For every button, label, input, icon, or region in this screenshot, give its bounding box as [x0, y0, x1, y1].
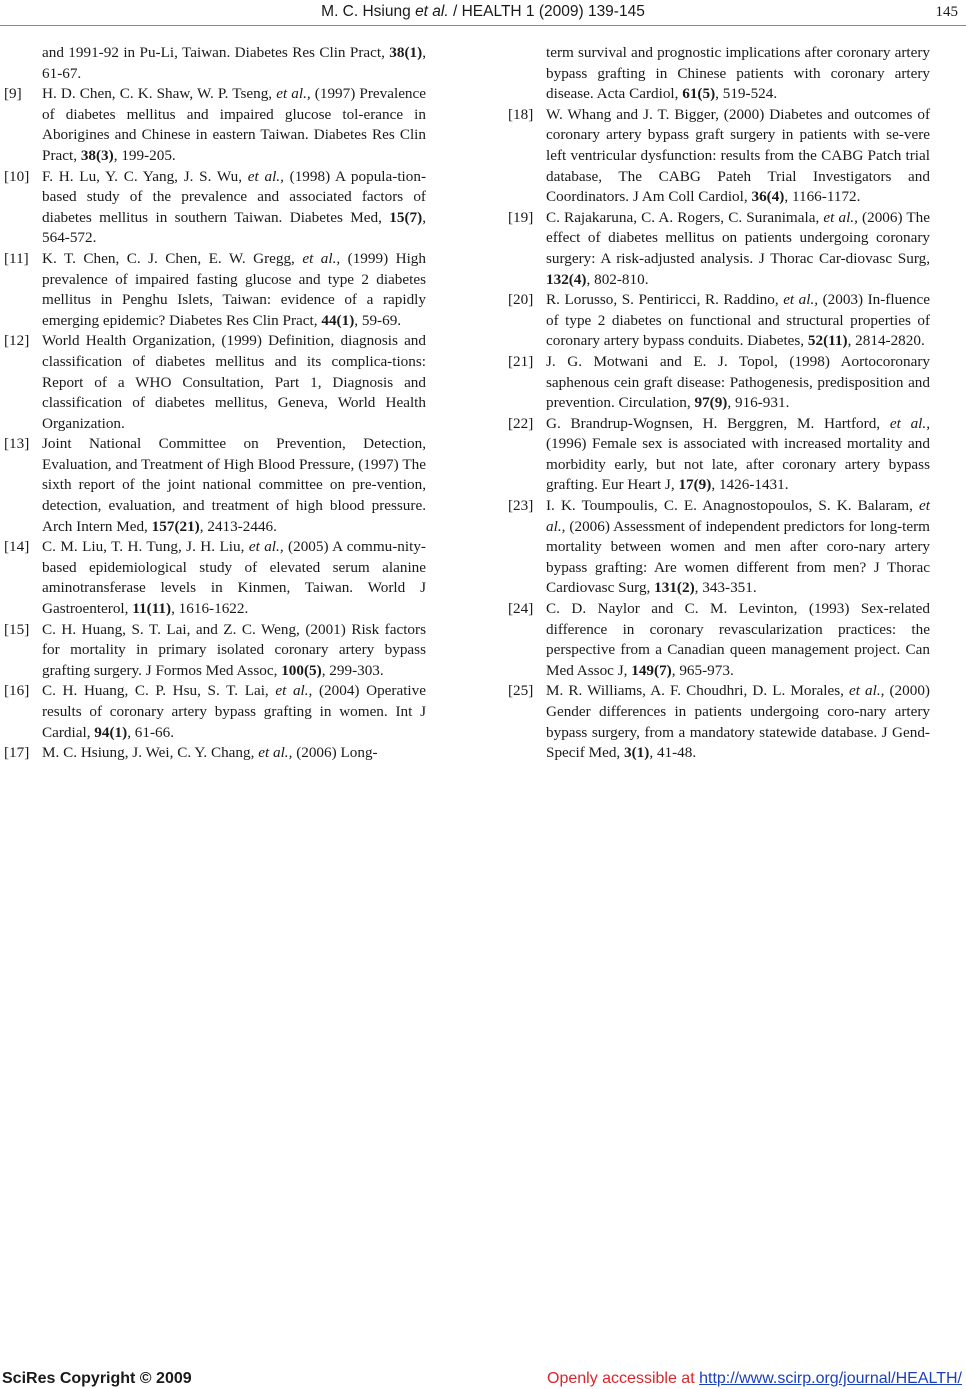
journal-url-link[interactable]: http://www.scirp.org/journal/HEALTH/ — [699, 1370, 962, 1387]
reference-text — [42, 84, 426, 166]
running-title — [0, 2, 966, 22]
reference-text — [546, 681, 930, 763]
reference-entry — [4, 743, 426, 764]
reference-entry — [4, 434, 426, 537]
et-al: et al., — [889, 414, 930, 432]
reference-fragment: , 2413-2446. — [199, 517, 277, 535]
reference-fragment: M. C. Hsiung, J. Wei, C. Y. Chang, — [42, 744, 259, 762]
reference-fragment: World Health Organization, (1999) Definition, diagnosis and classification of diabetes mellitus and its complica-tions: Report of a WHO Consultation, Part 1, Diagnosis and classification of diabetes mellitus, Geneva, World Health Organization. — [42, 332, 426, 432]
reference-text — [42, 434, 426, 537]
reference-fragment: (2004) Operative results of coronary artery bypass grafting in women. Int J Cardial, — [42, 682, 426, 741]
reference-fragment: I. K. Toumpoulis, C. E. Anagnostopoulos, S. K. Balaram, — [546, 497, 920, 515]
reference-fragment: , 199-205. — [113, 146, 176, 164]
header-rule — [0, 25, 966, 26]
reference-fragment: K. T. Chen, C. J. Chen, E. W. Gregg, — [42, 249, 303, 267]
reference-continuation — [508, 43, 930, 105]
volume-issue: 132(4) — [546, 270, 587, 288]
volume-issue: 131(2) — [654, 579, 695, 597]
header-authors: M. C. Hsiung — [321, 3, 411, 20]
reference-text — [42, 167, 426, 249]
reference-fragment: (2006) Long- — [292, 744, 378, 762]
et-al: et al., — [783, 291, 819, 309]
reference-entry — [4, 84, 426, 166]
reference-number: [21] — [508, 352, 534, 370]
reference-entry — [508, 208, 930, 290]
reference-text — [42, 743, 426, 764]
page-footer — [0, 1369, 966, 1389]
volume-issue: 36(4) — [751, 188, 785, 206]
reference-entry — [508, 681, 930, 763]
volume-issue: 157(21) — [151, 517, 200, 535]
reference-entry — [4, 249, 426, 331]
reference-number: [24] — [508, 600, 534, 618]
volume-issue: 100(5) — [281, 661, 322, 679]
reference-text — [546, 43, 930, 105]
reference-entry — [508, 599, 930, 681]
reference-fragment: , 1426-1431. — [711, 476, 789, 494]
et-al: et al., — [848, 682, 885, 700]
reference-fragment: H. D. Chen, C. K. Shaw, W. P. Tseng, — [42, 85, 277, 103]
volume-issue: 11(11) — [132, 600, 172, 618]
footer-open-access — [547, 1369, 962, 1389]
reference-fragment: , 61-66. — [127, 723, 175, 741]
reference-number: [9] — [4, 85, 22, 103]
reference-text — [546, 290, 930, 352]
volume-issue: 38(1) — [389, 44, 423, 61]
reference-fragment: W. Whang and J. T. Bigger, (2000) Diabetes and outcomes of coronary artery bypass graft surgery in patients with se-vere left ventricular dysfunction: results from the CABG Patch trial database, The CABG Pateh Trial Investigators and Coordinators. J Am Coll Cardiol, — [546, 105, 930, 206]
reference-entry — [508, 352, 930, 414]
reference-fragment: , 343-351. — [694, 579, 757, 597]
et-al: et al., — [248, 538, 284, 556]
header-etal: et al. — [415, 3, 449, 20]
reference-text — [546, 414, 930, 496]
reference-fragment: , 965-973. — [671, 661, 734, 679]
volume-issue: 61(5) — [682, 85, 716, 103]
volume-issue: 94(1) — [94, 723, 128, 741]
reference-entry — [4, 331, 426, 434]
reference-number: [11] — [4, 249, 29, 267]
reference-text — [546, 599, 930, 681]
reference-fragment: G. Brandrup-Wognsen, H. Berggren, M. Hartford, — [546, 414, 890, 432]
reference-list-right-column — [508, 43, 930, 764]
reference-text — [546, 352, 930, 414]
volume-issue: 17(9) — [678, 476, 712, 494]
reference-number: [12] — [4, 332, 30, 350]
reference-fragment: Joint National Committee on Prevention, Detection, Evaluation, and Treatment of High Blood Pressure, (1997) The sixth report of the joint national committee on pre-vention, detection, evaluation, and treatment of high blood pressure. Arch Intern Med, — [42, 435, 426, 535]
reference-text — [42, 43, 426, 84]
reference-continuation — [4, 43, 426, 84]
footer-copyright: SciRes Copyright © 2009 — [2, 1370, 192, 1387]
reference-entry — [4, 167, 426, 249]
footer-open-access-text: Openly accessible at — [547, 1370, 695, 1387]
reference-text — [42, 681, 426, 743]
reference-text — [546, 496, 930, 599]
reference-number: [18] — [508, 105, 534, 123]
volume-issue: 38(3) — [80, 146, 114, 164]
reference-fragment: C. H. Huang, S. T. Lai, and Z. C. Weng, (2001) Risk factors for mortality in primary isolated coronary artery bypass grafting surgery. J Formos Med Assoc, — [42, 620, 426, 679]
reference-fragment: , 61-67. — [42, 44, 426, 82]
reference-fragment: M. R. Williams, A. F. Choudhri, D. L. Morales, — [546, 682, 849, 700]
reference-fragment: J. G. Motwani and E. J. Topol, (1998) Aortocoronary saphenous cein graft disease: Pathogenesis, predisposition and prevention. Circulation, — [546, 352, 930, 412]
reference-fragment: C. M. Liu, T. H. Tung, J. H. Liu, — [42, 538, 249, 556]
reference-number: [22] — [508, 414, 534, 432]
reference-entry — [4, 620, 426, 682]
reference-text — [42, 537, 426, 619]
et-al: et al., — [823, 208, 858, 226]
et-al: et al., — [258, 744, 293, 762]
reference-number: [23] — [508, 497, 534, 515]
page-number: 145 — [935, 4, 958, 20]
reference-fragment: , 2814-2820. — [847, 332, 925, 350]
reference-entry — [4, 537, 426, 619]
reference-text — [42, 620, 426, 682]
reference-entry — [508, 105, 930, 208]
et-al: et al., — [247, 167, 284, 185]
reference-fragment: (2006) The effect of diabetes mellitus on patients undergoing coronary surgery: A risk-adjusted analysis. J Thorac Car-diovasc Surg, — [546, 208, 931, 267]
reference-fragment: (2000) Gender differences in patients undergoing coro-nary artery bypass surgery, from a mandatory statewide database. J Gend-Specif Med, — [546, 682, 930, 762]
reference-fragment: , 564-572. — [42, 208, 426, 247]
reference-fragment: (2005) A commu-nity-based epidemiological study of elevated serum alanine aminotransferase levels in Kinmen, Taiwan. World J Gastroenterol, — [42, 538, 426, 618]
reference-fragment: R. Lorusso, S. Pentiricci, R. Raddino, — [546, 291, 784, 309]
reference-number: [20] — [508, 291, 534, 309]
reference-number: [16] — [4, 682, 30, 700]
reference-fragment: (1999) High prevalence of impaired fasting glucose and type 2 diabetes mellitus in Penghu Islets, Taiwan: evidence of a rapidly emerging epidemic? Diabetes Res Clin Pract, — [42, 249, 426, 329]
reference-number: [10] — [4, 167, 30, 185]
volume-issue: 97(9) — [694, 394, 728, 412]
et-al: et al., — [275, 682, 313, 700]
reference-fragment: term survival and prognostic implications after coronary artery bypass grafting in Chinese patients with coronary artery disease. Acta Cardiol, — [546, 44, 930, 103]
volume-issue: 44(1) — [321, 311, 355, 329]
reference-number: [25] — [508, 682, 534, 700]
reference-fragment: , 1616-1622. — [171, 600, 249, 618]
reference-entry — [508, 290, 930, 352]
reference-fragment: F. H. Lu, Y. C. Yang, J. S. Wu, — [42, 167, 248, 185]
reference-number: [17] — [4, 744, 30, 762]
reference-fragment: , 1166-1172. — [784, 188, 861, 206]
reference-number: [15] — [4, 620, 30, 638]
reference-fragment: (1997) Prevalence of diabetes mellitus and impaired glucose tol-erance in Aborigines and Chinese in eastern Taiwan. Diabetes Res Clin Pract, — [42, 85, 427, 164]
reference-fragment: , 916-931. — [727, 394, 790, 412]
reference-fragment: (1996) Female sex is associated with increased mortality and morbidity early, but not late, after coronary artery bypass grafting. Eur Heart J, — [546, 435, 930, 494]
reference-fragment: , 59-69. — [354, 311, 402, 329]
et-al: et al., — [546, 497, 930, 535]
reference-number: [14] — [4, 538, 30, 556]
reference-fragment: C. Rajakaruna, C. A. Rogers, C. Suranimala, — [546, 208, 824, 226]
reference-number: [19] — [508, 208, 534, 226]
reference-number: [13] — [4, 435, 30, 453]
reference-fragment: and 1991-92 in Pu-Li, Taiwan. Diabetes Res Clin Pract, — [42, 44, 390, 61]
reference-text — [42, 331, 426, 434]
reference-entry — [4, 681, 426, 743]
volume-issue: 3(1) — [624, 744, 650, 762]
volume-issue: 52(11) — [807, 332, 848, 350]
reference-fragment: , 802-810. — [586, 270, 649, 288]
reference-fragment: (2006) Assessment of independent predictors for long-term mortality between women and men after coro-nary artery bypass grafting: Are women different from men? J Thorac Cardiovasc Surg, — [546, 517, 930, 597]
reference-fragment: , 41-48. — [649, 744, 697, 762]
reference-fragment: , 519-524. — [715, 85, 778, 103]
reference-entry — [508, 496, 930, 599]
et-al: et al., — [276, 85, 311, 103]
reference-fragment: , 299-303. — [321, 661, 384, 679]
reference-fragment: (1998) A popula-tion-based study of the prevalence and associated factors of diabetes mellitus in southern Taiwan. Diabetes Med, — [42, 167, 427, 226]
et-al: et al., — [302, 249, 341, 267]
reference-entry — [508, 414, 930, 496]
reference-fragment: C. H. Huang, C. P. Hsu, S. T. Lai, — [42, 682, 276, 700]
header-journal: / HEALTH 1 (2009) 139-145 — [452, 3, 645, 20]
volume-issue: 149(7) — [631, 661, 672, 679]
volume-issue: 15(7) — [389, 208, 423, 226]
reference-list-left-column — [4, 43, 426, 764]
reference-fragment: (2003) In-fluence of type 2 diabetes on functional and structural properties of coronary artery bypass conduits. Diabetes, — [546, 291, 930, 350]
reference-text — [42, 249, 426, 331]
reference-text — [546, 105, 930, 208]
reference-fragment: C. D. Naylor and C. M. Levinton, (1993) Sex-related difference in coronary revascularization practices: the perspective from a Canadian queen management project. Can Med Assoc J, — [546, 600, 930, 679]
reference-text — [546, 208, 930, 290]
